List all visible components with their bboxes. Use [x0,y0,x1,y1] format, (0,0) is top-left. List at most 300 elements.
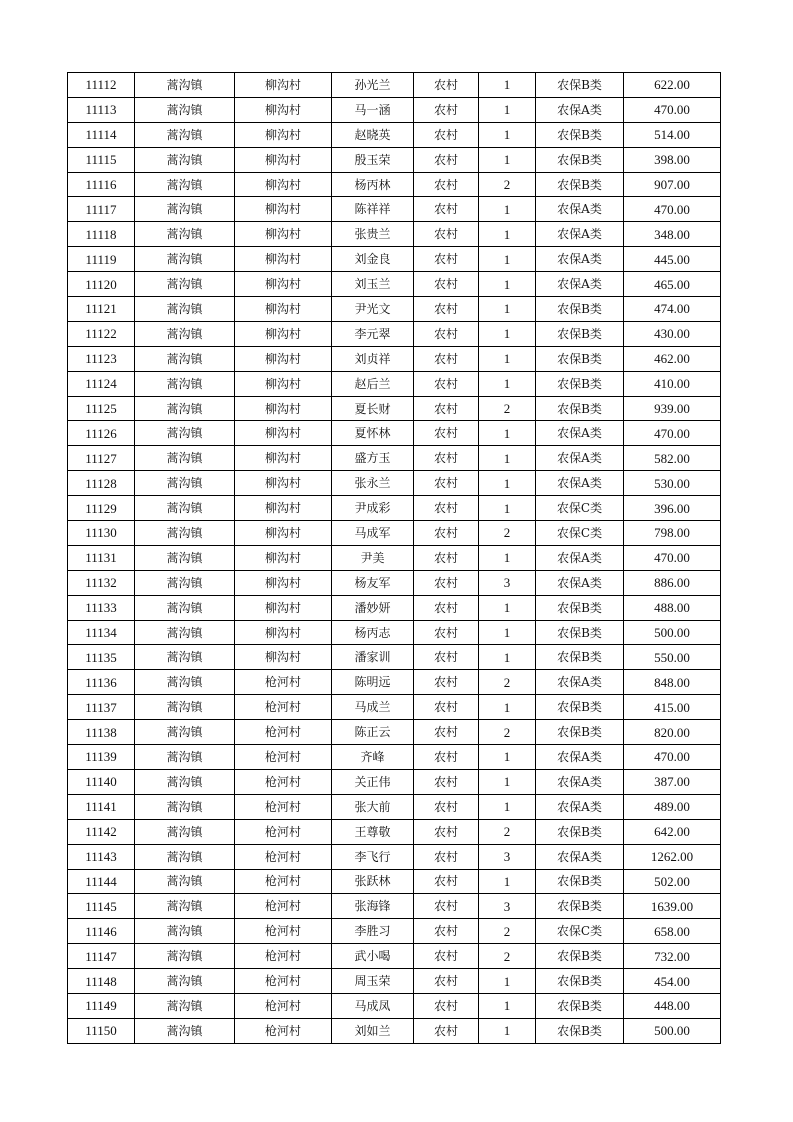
name-cell: 齐峰 [332,745,414,770]
township-cell: 蒿沟镇 [135,471,235,496]
serial-number-cell: 11143 [68,844,135,869]
amount-cell: 415.00 [624,695,721,720]
amount-cell: 642.00 [624,819,721,844]
name-cell: 陈正云 [332,720,414,745]
household-size-cell: 1 [479,794,536,819]
name-cell: 张永兰 [332,471,414,496]
amount-cell: 396.00 [624,496,721,521]
township-cell: 蒿沟镇 [135,919,235,944]
amount-cell: 732.00 [624,944,721,969]
household-type-cell: 农村 [414,197,479,222]
serial-number-cell: 11133 [68,595,135,620]
household-size-cell: 1 [479,545,536,570]
serial-number-cell: 11140 [68,769,135,794]
amount-cell: 1262.00 [624,844,721,869]
village-cell: 枪河村 [235,794,332,819]
household-size-cell: 1 [479,73,536,98]
household-size-cell: 1 [479,346,536,371]
township-cell: 蒿沟镇 [135,297,235,322]
household-type-cell: 农村 [414,745,479,770]
insurance-category-cell: 农保A类 [536,97,624,122]
name-cell: 陈明远 [332,670,414,695]
household-size-cell: 1 [479,645,536,670]
village-cell: 枪河村 [235,894,332,919]
household-type-cell: 农村 [414,993,479,1018]
township-cell: 蒿沟镇 [135,496,235,521]
village-cell: 柳沟村 [235,570,332,595]
serial-number-cell: 11113 [68,97,135,122]
serial-number-cell: 11112 [68,73,135,98]
household-size-cell: 1 [479,620,536,645]
township-cell: 蒿沟镇 [135,794,235,819]
amount-cell: 462.00 [624,346,721,371]
household-size-cell: 2 [479,819,536,844]
household-size-cell: 2 [479,396,536,421]
household-size-cell: 1 [479,421,536,446]
table-row [68,97,721,122]
insurance-category-cell: 农保B类 [536,869,624,894]
table-row [68,371,721,396]
household-type-cell: 农村 [414,446,479,471]
insurance-category-cell: 农保A类 [536,545,624,570]
serial-number-cell: 11115 [68,147,135,172]
serial-number-cell: 11119 [68,247,135,272]
table-row [68,769,721,794]
table-row [68,670,721,695]
name-cell: 夏怀林 [332,421,414,446]
serial-number-cell: 11136 [68,670,135,695]
household-size-cell: 1 [479,471,536,496]
township-cell: 蒿沟镇 [135,421,235,446]
household-type-cell: 农村 [414,421,479,446]
insurance-category-cell: 农保B类 [536,396,624,421]
table-row [68,272,721,297]
insurance-category-cell: 农保B类 [536,297,624,322]
household-type-cell: 农村 [414,272,479,297]
household-size-cell: 1 [479,297,536,322]
amount-cell: 939.00 [624,396,721,421]
village-cell: 柳沟村 [235,73,332,98]
name-cell: 孙光兰 [332,73,414,98]
serial-number-cell: 11123 [68,346,135,371]
household-size-cell: 1 [479,993,536,1018]
household-type-cell: 农村 [414,670,479,695]
village-cell: 柳沟村 [235,147,332,172]
village-cell: 柳沟村 [235,297,332,322]
household-type-cell: 农村 [414,545,479,570]
name-cell: 张贵兰 [332,222,414,247]
name-cell: 盛方玉 [332,446,414,471]
name-cell: 张海锋 [332,894,414,919]
household-size-cell: 3 [479,844,536,869]
roster-body [68,73,721,1044]
amount-cell: 820.00 [624,720,721,745]
insurance-category-cell: 农保A类 [536,570,624,595]
insurance-category-cell: 农保A类 [536,272,624,297]
household-size-cell: 3 [479,894,536,919]
village-cell: 柳沟村 [235,272,332,297]
household-type-cell: 农村 [414,521,479,546]
insurance-category-cell: 农保B类 [536,969,624,994]
table-row [68,595,721,620]
serial-number-cell: 11139 [68,745,135,770]
name-cell: 杨丙志 [332,620,414,645]
village-cell: 枪河村 [235,745,332,770]
township-cell: 蒿沟镇 [135,222,235,247]
township-cell: 蒿沟镇 [135,371,235,396]
insurance-category-cell: 农保A类 [536,446,624,471]
serial-number-cell: 11145 [68,894,135,919]
name-cell: 李胜习 [332,919,414,944]
serial-number-cell: 11148 [68,969,135,994]
name-cell: 马成兰 [332,695,414,720]
amount-cell: 348.00 [624,222,721,247]
table-row [68,471,721,496]
township-cell: 蒿沟镇 [135,944,235,969]
household-type-cell: 农村 [414,969,479,994]
serial-number-cell: 11121 [68,297,135,322]
household-size-cell: 1 [479,222,536,247]
amount-cell: 470.00 [624,421,721,446]
amount-cell: 582.00 [624,446,721,471]
village-cell: 柳沟村 [235,496,332,521]
name-cell: 夏长财 [332,396,414,421]
insurance-category-cell: 农保B类 [536,346,624,371]
household-type-cell: 农村 [414,819,479,844]
household-size-cell: 1 [479,1018,536,1043]
household-type-cell: 农村 [414,396,479,421]
township-cell: 蒿沟镇 [135,73,235,98]
amount-cell: 500.00 [624,620,721,645]
village-cell: 柳沟村 [235,471,332,496]
household-type-cell: 农村 [414,297,479,322]
insurance-category-cell: 农保B类 [536,944,624,969]
name-cell: 潘妙妍 [332,595,414,620]
amount-cell: 445.00 [624,247,721,272]
household-type-cell: 农村 [414,97,479,122]
serial-number-cell: 11147 [68,944,135,969]
amount-cell: 502.00 [624,869,721,894]
village-cell: 柳沟村 [235,197,332,222]
village-cell: 柳沟村 [235,521,332,546]
household-size-cell: 1 [479,371,536,396]
insurance-category-cell: 农保B类 [536,894,624,919]
insurance-category-cell: 农保B类 [536,620,624,645]
township-cell: 蒿沟镇 [135,545,235,570]
table-row [68,720,721,745]
insurance-category-cell: 农保B类 [536,172,624,197]
serial-number-cell: 11132 [68,570,135,595]
insurance-category-cell: 农保B类 [536,819,624,844]
household-size-cell: 1 [479,869,536,894]
household-size-cell: 1 [479,122,536,147]
village-cell: 柳沟村 [235,97,332,122]
amount-cell: 470.00 [624,545,721,570]
table-row [68,122,721,147]
serial-number-cell: 11128 [68,471,135,496]
household-size-cell: 1 [479,595,536,620]
village-cell: 枪河村 [235,919,332,944]
insurance-category-cell: 农保A类 [536,745,624,770]
insurance-category-cell: 农保A类 [536,794,624,819]
amount-cell: 530.00 [624,471,721,496]
amount-cell: 474.00 [624,297,721,322]
household-type-cell: 农村 [414,944,479,969]
serial-number-cell: 11131 [68,545,135,570]
table-row [68,819,721,844]
insurance-category-cell: 农保B类 [536,1018,624,1043]
serial-number-cell: 11135 [68,645,135,670]
township-cell: 蒿沟镇 [135,670,235,695]
serial-number-cell: 11122 [68,321,135,346]
table-row [68,645,721,670]
name-cell: 张大前 [332,794,414,819]
name-cell: 潘家训 [332,645,414,670]
amount-cell: 500.00 [624,1018,721,1043]
insurance-category-cell: 农保B类 [536,645,624,670]
township-cell: 蒿沟镇 [135,745,235,770]
township-cell: 蒿沟镇 [135,122,235,147]
insurance-category-cell: 农保A类 [536,222,624,247]
serial-number-cell: 11118 [68,222,135,247]
table-row [68,222,721,247]
insurance-category-cell: 农保B类 [536,993,624,1018]
village-cell: 枪河村 [235,844,332,869]
insurance-category-cell: 农保A类 [536,471,624,496]
name-cell: 赵后兰 [332,371,414,396]
serial-number-cell: 11141 [68,794,135,819]
village-cell: 枪河村 [235,819,332,844]
household-size-cell: 2 [479,172,536,197]
insurance-category-cell: 农保B类 [536,371,624,396]
name-cell: 马一涵 [332,97,414,122]
village-cell: 柳沟村 [235,620,332,645]
household-type-cell: 农村 [414,346,479,371]
name-cell: 尹成彩 [332,496,414,521]
amount-cell: 448.00 [624,993,721,1018]
household-type-cell: 农村 [414,371,479,396]
household-size-cell: 1 [479,272,536,297]
serial-number-cell: 11138 [68,720,135,745]
insurance-category-cell: 农保B类 [536,73,624,98]
serial-number-cell: 11117 [68,197,135,222]
village-cell: 柳沟村 [235,421,332,446]
insurance-category-cell: 农保A类 [536,670,624,695]
village-cell: 枪河村 [235,944,332,969]
township-cell: 蒿沟镇 [135,346,235,371]
township-cell: 蒿沟镇 [135,720,235,745]
household-type-cell: 农村 [414,769,479,794]
serial-number-cell: 11137 [68,695,135,720]
village-cell: 柳沟村 [235,545,332,570]
village-cell: 枪河村 [235,1018,332,1043]
household-size-cell: 1 [479,745,536,770]
village-cell: 柳沟村 [235,122,332,147]
table-row [68,172,721,197]
insurance-category-cell: 农保A类 [536,247,624,272]
household-type-cell: 农村 [414,122,479,147]
name-cell: 尹美 [332,545,414,570]
village-cell: 柳沟村 [235,645,332,670]
amount-cell: 622.00 [624,73,721,98]
serial-number-cell: 11129 [68,496,135,521]
village-cell: 柳沟村 [235,222,332,247]
name-cell: 王尊敬 [332,819,414,844]
table-row [68,197,721,222]
table-row [68,919,721,944]
insurance-category-cell: 农保B类 [536,321,624,346]
township-cell: 蒿沟镇 [135,819,235,844]
village-cell: 柳沟村 [235,321,332,346]
village-cell: 柳沟村 [235,396,332,421]
table-row [68,620,721,645]
household-size-cell: 1 [479,496,536,521]
name-cell: 刘如兰 [332,1018,414,1043]
household-size-cell: 1 [479,446,536,471]
serial-number-cell: 11149 [68,993,135,1018]
name-cell: 刘玉兰 [332,272,414,297]
village-cell: 柳沟村 [235,172,332,197]
household-type-cell: 农村 [414,172,479,197]
amount-cell: 798.00 [624,521,721,546]
township-cell: 蒿沟镇 [135,869,235,894]
household-type-cell: 农村 [414,496,479,521]
table-row [68,993,721,1018]
township-cell: 蒿沟镇 [135,844,235,869]
insurance-category-cell: 农保A类 [536,197,624,222]
insurance-category-cell: 农保C类 [536,521,624,546]
name-cell: 刘金良 [332,247,414,272]
serial-number-cell: 11144 [68,869,135,894]
village-cell: 枪河村 [235,720,332,745]
table-row [68,745,721,770]
name-cell: 关正伟 [332,769,414,794]
amount-cell: 470.00 [624,197,721,222]
serial-number-cell: 11127 [68,446,135,471]
township-cell: 蒿沟镇 [135,272,235,297]
amount-cell: 398.00 [624,147,721,172]
household-type-cell: 农村 [414,720,479,745]
insurance-category-cell: 农保B类 [536,720,624,745]
household-type-cell: 农村 [414,869,479,894]
household-type-cell: 农村 [414,595,479,620]
table-row [68,695,721,720]
household-size-cell: 1 [479,321,536,346]
household-size-cell: 1 [479,197,536,222]
name-cell: 马成军 [332,521,414,546]
household-type-cell: 农村 [414,695,479,720]
amount-cell: 470.00 [624,97,721,122]
table-row [68,570,721,595]
amount-cell: 489.00 [624,794,721,819]
insurance-category-cell: 农保A类 [536,421,624,446]
household-type-cell: 农村 [414,919,479,944]
name-cell: 杨友军 [332,570,414,595]
table-row [68,346,721,371]
village-cell: 柳沟村 [235,371,332,396]
name-cell: 马成凤 [332,993,414,1018]
serial-number-cell: 11124 [68,371,135,396]
village-cell: 枪河村 [235,993,332,1018]
serial-number-cell: 11142 [68,819,135,844]
household-type-cell: 农村 [414,844,479,869]
table-row [68,794,721,819]
table-row [68,147,721,172]
amount-cell: 886.00 [624,570,721,595]
village-cell: 枪河村 [235,695,332,720]
serial-number-cell: 11120 [68,272,135,297]
amount-cell: 430.00 [624,321,721,346]
amount-cell: 465.00 [624,272,721,297]
name-cell: 武小喝 [332,944,414,969]
serial-number-cell: 11146 [68,919,135,944]
village-cell: 枪河村 [235,969,332,994]
amount-cell: 387.00 [624,769,721,794]
township-cell: 蒿沟镇 [135,993,235,1018]
household-size-cell: 1 [479,247,536,272]
serial-number-cell: 11125 [68,396,135,421]
household-type-cell: 农村 [414,794,479,819]
name-cell: 尹光文 [332,297,414,322]
amount-cell: 848.00 [624,670,721,695]
township-cell: 蒿沟镇 [135,396,235,421]
township-cell: 蒿沟镇 [135,446,235,471]
table-row [68,1018,721,1043]
serial-number-cell: 11130 [68,521,135,546]
name-cell: 周玉荣 [332,969,414,994]
household-type-cell: 农村 [414,894,479,919]
township-cell: 蒿沟镇 [135,147,235,172]
township-cell: 蒿沟镇 [135,645,235,670]
household-type-cell: 农村 [414,247,479,272]
table-row [68,545,721,570]
village-cell: 柳沟村 [235,247,332,272]
township-cell: 蒿沟镇 [135,247,235,272]
household-size-cell: 2 [479,521,536,546]
household-size-cell: 1 [479,97,536,122]
township-cell: 蒿沟镇 [135,1018,235,1043]
household-type-cell: 农村 [414,645,479,670]
village-cell: 枪河村 [235,769,332,794]
amount-cell: 550.00 [624,645,721,670]
insurance-category-cell: 农保B类 [536,147,624,172]
household-size-cell: 3 [479,570,536,595]
township-cell: 蒿沟镇 [135,321,235,346]
household-type-cell: 农村 [414,570,479,595]
table-row [68,421,721,446]
serial-number-cell: 11116 [68,172,135,197]
village-cell: 枪河村 [235,869,332,894]
amount-cell: 454.00 [624,969,721,994]
township-cell: 蒿沟镇 [135,620,235,645]
table-row [68,297,721,322]
household-size-cell: 2 [479,944,536,969]
household-size-cell: 2 [479,670,536,695]
amount-cell: 907.00 [624,172,721,197]
serial-number-cell: 11114 [68,122,135,147]
amount-cell: 658.00 [624,919,721,944]
table-row [68,944,721,969]
serial-number-cell: 11134 [68,620,135,645]
household-size-cell: 1 [479,695,536,720]
household-type-cell: 农村 [414,147,479,172]
amount-cell: 514.00 [624,122,721,147]
table-row [68,521,721,546]
village-cell: 柳沟村 [235,595,332,620]
household-type-cell: 农村 [414,222,479,247]
name-cell: 李飞行 [332,844,414,869]
roster-table [67,72,721,1044]
